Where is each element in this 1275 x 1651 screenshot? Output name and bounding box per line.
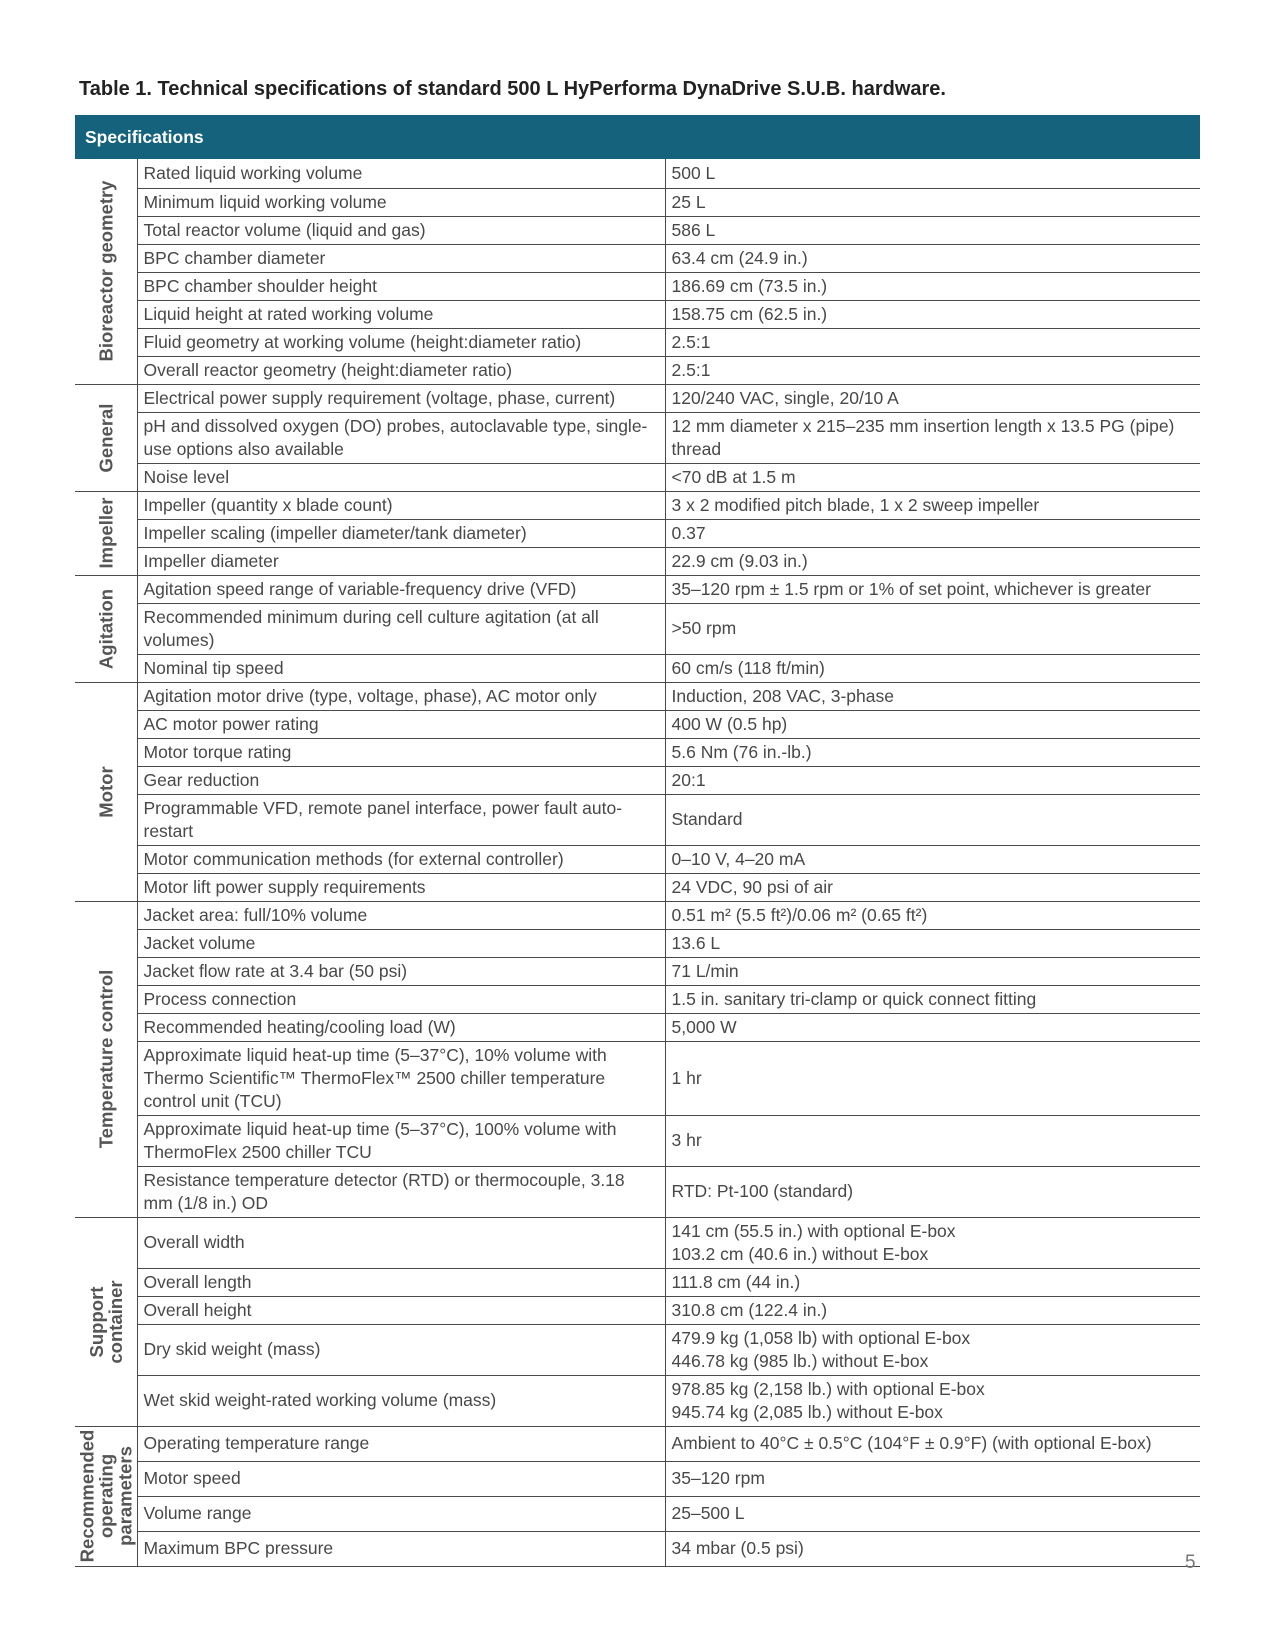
spec-value: 0.37 [665,519,1200,547]
spec-value: 34 mbar (0.5 psi) [665,1531,1200,1566]
group-label: Impeller [95,497,117,569]
table-row [75,159,1200,188]
spec-value: 35–120 rpm [665,1461,1200,1496]
spec-value: 120/240 VAC, single, 20/10 A [665,384,1200,412]
spec-value: 25–500 L [665,1496,1200,1531]
spec-label: pH and dissolved oxygen (DO) probes, autoclavable type, single-use options also available [137,412,665,463]
spec-value: 400 W (0.5 hp) [665,710,1200,738]
spec-label: Impeller scaling (impeller diameter/tank diameter) [137,519,665,547]
table-row [75,272,1200,300]
spec-value: 24 VDC, 90 psi of air [665,873,1200,901]
spec-value: 978.85 kg (2,158 lb.) with optional E-box 945.74 kg (2,085 lb.) without E-box [665,1375,1200,1426]
table-row [75,1531,1200,1566]
spec-value: 71 L/min [665,957,1200,985]
group-label: Recommended operating parameters [76,1429,136,1563]
spec-label: Jacket flow rate at 3.4 bar (50 psi) [137,957,665,985]
spec-value: 141 cm (55.5 in.) with optional E-box 103.2 cm (40.6 in.) without E-box [665,1217,1200,1268]
spec-value: >50 rpm [665,603,1200,654]
table-row [75,738,1200,766]
table-row [75,710,1200,738]
table-row [75,1268,1200,1296]
spec-label: Resistance temperature detector (RTD) or thermocouple, 3.18 mm (1/8 in.) OD [137,1166,665,1217]
page-number: 5 [1185,1552,1196,1573]
spec-value: Induction, 208 VAC, 3-phase [665,682,1200,710]
spec-value: 3 x 2 modified pitch blade, 1 x 2 sweep impeller [665,491,1200,519]
group-label: Support container [85,1279,126,1364]
table-row [75,1375,1200,1426]
spec-label: Impeller diameter [137,547,665,575]
spec-value: 12 mm diameter x 215–235 mm insertion length x 13.5 PG (pipe) thread [665,412,1200,463]
spec-label: Dry skid weight (mass) [137,1324,665,1375]
group-cell [75,491,137,575]
table-row [75,603,1200,654]
spec-value: 63.4 cm (24.9 in.) [665,244,1200,272]
spec-label: Minimum liquid working volume [137,188,665,216]
spec-label: Gear reduction [137,766,665,794]
table-row [75,491,1200,519]
table-row [75,1296,1200,1324]
spec-label: Recommended minimum during cell culture agitation (at all volumes) [137,603,665,654]
table-row [75,244,1200,272]
spec-value: 0–10 V, 4–20 mA [665,845,1200,873]
spec-label: Agitation motor drive (type, voltage, phase), AC motor only [137,682,665,710]
table-header: Specifications [75,115,1200,159]
table-row [75,384,1200,412]
spec-label: Jacket volume [137,929,665,957]
table-row [75,957,1200,985]
spec-label: Volume range [137,1496,665,1531]
spec-label: AC motor power rating [137,710,665,738]
table-row [75,766,1200,794]
spec-label: Nominal tip speed [137,654,665,682]
spec-label: Motor lift power supply requirements [137,873,665,901]
spec-value: 35–120 rpm ± 1.5 rpm or 1% of set point, whichever is greater [665,575,1200,603]
spec-label: Process connection [137,985,665,1013]
spec-value: RTD: Pt-100 (standard) [665,1166,1200,1217]
spec-label: Rated liquid working volume [137,159,665,188]
table-row [75,216,1200,244]
table-row [75,654,1200,682]
spec-label: Overall reactor geometry (height:diameter ratio) [137,356,665,384]
spec-label: Wet skid weight-rated working volume (mass) [137,1375,665,1426]
spec-value: Ambient to 40°C ± 0.5°C (104°F ± 0.9°F) (with optional E-box) [665,1426,1200,1461]
spec-label: Noise level [137,463,665,491]
spec-label: BPC chamber diameter [137,244,665,272]
spec-label: Recommended heating/cooling load (W) [137,1013,665,1041]
spec-label: Approximate liquid heat-up time (5–37°C), 100% volume with ThermoFlex 2500 chiller TCU [137,1115,665,1166]
spec-value: 22.9 cm (9.03 in.) [665,547,1200,575]
group-label: Temperature control [95,969,117,1149]
group-cell [75,901,137,1217]
table-row [75,901,1200,929]
table-row [75,1426,1200,1461]
group-label: Bioreactor geometry [95,180,117,362]
spec-label: BPC chamber shoulder height [137,272,665,300]
table-row [75,300,1200,328]
table-row [75,1461,1200,1496]
spec-value: 500 L [665,159,1200,188]
table-row [75,1496,1200,1531]
spec-label: Approximate liquid heat-up time (5–37°C), 10% volume with Thermo Scientific™ ThermoFlex™ 2500 chiller temperature control unit (TCU) [137,1041,665,1115]
group-cell [75,575,137,682]
spec-value: 2.5:1 [665,328,1200,356]
group-cell [75,384,137,491]
table-row [75,682,1200,710]
spec-value: 0.51 m² (5.5 ft²)/0.06 m² (0.65 ft²) [665,901,1200,929]
spec-label: Liquid height at rated working volume [137,300,665,328]
spec-label: Overall width [137,1217,665,1268]
spec-value: Standard [665,794,1200,845]
specifications-table [75,115,1200,1567]
table-row [75,328,1200,356]
table-row [75,1217,1200,1268]
table-row [75,188,1200,216]
spec-value: 3 hr [665,1115,1200,1166]
spec-label: Programmable VFD, remote panel interface, power fault auto-restart [137,794,665,845]
table-row [75,356,1200,384]
spec-value: 158.75 cm (62.5 in.) [665,300,1200,328]
spec-label: Overall length [137,1268,665,1296]
spec-value: 1 hr [665,1041,1200,1115]
table-row [75,1324,1200,1375]
group-cell [75,1426,137,1566]
table-row [75,412,1200,463]
spec-label: Agitation speed range of variable-frequency drive (VFD) [137,575,665,603]
spec-label: Overall height [137,1296,665,1324]
spec-value: 60 cm/s (118 ft/min) [665,654,1200,682]
table-body [75,159,1200,1566]
spec-value: 111.8 cm (44 in.) [665,1268,1200,1296]
spec-label: Operating temperature range [137,1426,665,1461]
table-row [75,873,1200,901]
spec-label: Impeller (quantity x blade count) [137,491,665,519]
spec-label: Motor communication methods (for external controller) [137,845,665,873]
spec-value: 20:1 [665,766,1200,794]
spec-label: Motor speed [137,1461,665,1496]
table-row [75,1115,1200,1166]
group-label: Agitation [95,588,117,669]
spec-value: 1.5 in. sanitary tri-clamp or quick connect fitting [665,985,1200,1013]
spec-value: <70 dB at 1.5 m [665,463,1200,491]
group-label: Motor [95,765,117,818]
table-row [75,845,1200,873]
table-row [75,575,1200,603]
spec-value: 5,000 W [665,1013,1200,1041]
table-title: Table 1. Technical specifications of standard 500 L HyPerforma DynaDrive S.U.B. hardware. [79,78,946,100]
table-row [75,985,1200,1013]
table-row [75,929,1200,957]
table-row [75,1013,1200,1041]
table-row [75,1041,1200,1115]
group-cell [75,1217,137,1426]
spec-label: Electrical power supply requirement (voltage, phase, current) [137,384,665,412]
spec-label: Jacket area: full/10% volume [137,901,665,929]
spec-label: Motor torque rating [137,738,665,766]
spec-label: Fluid geometry at working volume (height:diameter ratio) [137,328,665,356]
table-row [75,547,1200,575]
spec-value: 13.6 L [665,929,1200,957]
table-row [75,463,1200,491]
table-row [75,519,1200,547]
spec-label: Maximum BPC pressure [137,1531,665,1566]
table-row [75,794,1200,845]
table-row [75,1166,1200,1217]
spec-value: 2.5:1 [665,356,1200,384]
spec-value: 586 L [665,216,1200,244]
spec-value: 186.69 cm (73.5 in.) [665,272,1200,300]
group-label: General [95,403,117,472]
group-cell [75,682,137,901]
spec-label: Total reactor volume (liquid and gas) [137,216,665,244]
spec-value: 310.8 cm (122.4 in.) [665,1296,1200,1324]
spec-value: 25 L [665,188,1200,216]
spec-value: 5.6 Nm (76 in.-lb.) [665,738,1200,766]
spec-value: 479.9 kg (1,058 lb) with optional E-box 446.78 kg (985 lb.) without E-box [665,1324,1200,1375]
group-cell [75,159,137,384]
